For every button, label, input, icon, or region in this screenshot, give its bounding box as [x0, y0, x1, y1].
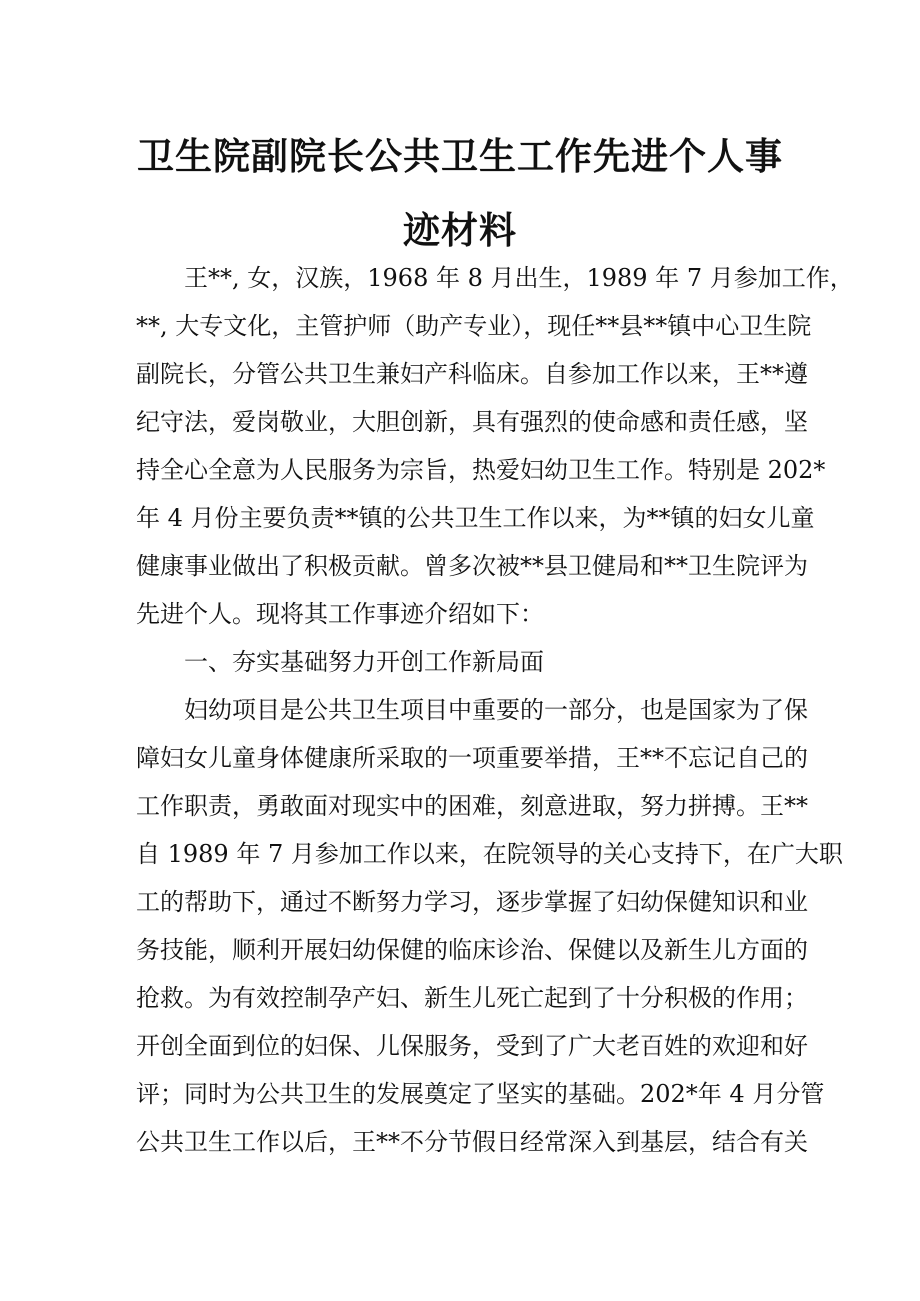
paragraph-line: 自 1989 年 7 月参加工作以来，在院领导的关心支持下，在广大职 [136, 840, 843, 868]
paragraph-line: 评；同时为公共卫生的发展奠定了坚实的基础。202*年 4 月分管 [136, 1080, 825, 1108]
document-title-line-2: 迹材料 [403, 209, 517, 252]
paragraph-line: 王**, 女，汉族，1968 年 8 月出生，1989 年 7 月参加工作， [184, 264, 854, 292]
paragraph-line: 务技能，顺利开展妇幼保健的临床诊治、保健以及新生儿方面的 [136, 936, 808, 964]
paragraph-line: 健康事业做出了积极贡献。曾多次被**县卫健局和**卫生院评为 [136, 552, 808, 580]
paragraph-line: 持全心全意为人民服务为宗旨，热爱妇幼卫生工作。特别是 202* [136, 456, 826, 484]
paragraph-line: 先进个人。现将其工作事迹介绍如下： [136, 600, 544, 628]
paragraph-line: 公共卫生工作以后，王**不分节假日经常深入到基层，结合有关 [136, 1128, 808, 1156]
document-title-line-1: 卫生院副院长公共卫生工作先进个人事 [137, 135, 783, 178]
section-heading: 一、夯实基础努力开创工作新局面 [184, 648, 544, 676]
paragraph-line: 纪守法，爱岗敬业，大胆创新，具有强烈的使命感和责任感，坚 [136, 408, 808, 436]
paragraph-line: **, 大专文化，主管护师（助产专业），现任**县**镇中心卫生院 [136, 312, 812, 340]
paragraph-line: 抢救。为有效控制孕产妇、新生儿死亡起到了十分积极的作用； [136, 984, 808, 1012]
paragraph-line: 开创全面到位的妇保、儿保服务，受到了广大老百姓的欢迎和好 [136, 1032, 808, 1060]
paragraph-line: 副院长，分管公共卫生兼妇产科临床。自参加工作以来，王**遵 [136, 360, 808, 388]
paragraph-line: 妇幼项目是公共卫生项目中重要的一部分，也是国家为了保 [184, 696, 808, 724]
paragraph-line: 工的帮助下，通过不断努力学习，逐步掌握了妇幼保健知识和业 [136, 888, 808, 916]
paragraph-line: 障妇女儿童身体健康所采取的一项重要举措，王**不忘记自己的 [136, 744, 808, 772]
paragraph-line: 年 4 月份主要负责**镇的公共卫生工作以来，为**镇的妇女儿童 [136, 504, 815, 532]
paragraph-line: 工作职责，勇敢面对现实中的困难，刻意进取，努力拼搏。王** [136, 792, 808, 820]
